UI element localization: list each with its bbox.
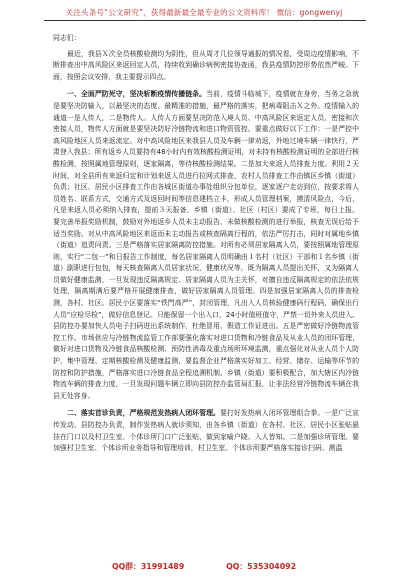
section-two-body: 要打好发热病人闭环管理组合拳。一是广泛宣传发动。县防控办负责，制作发热病人就诊须知，由各乡镇（街道）在各村、社区、居民小区张贴悬挂在门口以及村卫生室、个体诊所门口广泛张贴，做到家喻户晓、入人皆知。二是加强诊所管理。要加强村卫生室、个体诊所业务指导和管理培训，村卫生室、个体诊所要严格落实接诊扫码、测温 [53,409,359,453]
section-one-heading: 一、全面严防死守，坚决斩断疫情传播链条。 [67,90,207,99]
section-one-body: 当前，疫情斗临城下，疫情就在身旁，当务之急就是要坚决防输入，以最坚决的态度、最精准的措施，最严格的落实，把病毒阻击Ｘ之外。疫情输入的通道一是人传人，二是物传人。人传人方面要坚决防范入境人员、中高风险区来返定人员、密接和次密接人员，物传人方面就是要坚决防好冷链物流和进口物资管控。要重点做好以下工作：一是严控中高风险地区人员来返流定。对中高风险地区来我县人员及车辆一律劝返，外地过境车辆一律快行，严肃登入我县；所有返乡人员要持有48小时内有效核酸检测证明，对未持有核酸检测证明的全部进行核酸检测，按照属地管理原则，逐家隔离，等待核酸检测结果。二是加大来返人员排查力度。利用２天时间，对全县所有来返归定和计划来返人员进行拉网式排查，农村人员排查工作由镇区乡镇（街道）负责；社区、居民小区排查工作由各城区街道办事处组织分包单位，逐家逐户走访到位，按要求将人员姓名、联系方式，交通方式及返回时间等信息建档立卡，形成人员管理档案，摸清风险点，今后，凡是来返人员必须纳入排查，提前３天报备，乡镇（街道）、社区（村区）要成了专班，每日上报。要完善举报奖励机制，鼓励对外地返乡人员未主动报告、未做核酸检测的进行举报，核查无误后给予适当奖励。对从中高风险地区来返而未主动报告或核查隔离行程的，依法严厉打击，同时对属地乡镇（街道）追责问责。三是严格落实居家隔离防控措施。对所有必须居家隔离人员，要按照属地管理原则，实行“二包一”和日报告工作制度，每名居家隔离人员明确由１名村（社区）干部和１名乡镇（街道）副职进行包包，每天核查隔离人员居家状况，健康状况等，既为隔离人员提出关怀，又为隔离人员做好健康监测，一旦发现违反隔离规定、居家隔离人员为主关怀，对擅自违反隔离规定的依法依规处理，隔离期满后要严格开展健康排查，做好居家隔离人员管理。四是加强居家隔离人员的排查检测，各村、社区、居民小区要落实“铁門高严”，封闭管理，凡出入人员核验健康码行程码，确保出行人员“应检尽检”，做好信息登记。只能保留一个出入口，24小时值班值守，严禁一切外来人员进入。县防控办要加快人员电子扫码进出系统制作，杜绝冒用、假造工作证进出。五是严密做好冷链物流管控工作。市场供应与冷链物流监管工作部要强化落实对进口货物和冷链食品及从业人员的闭环管理，做好对进口货物及冷链食品核酸检测、预防性消毒及重点场所环境监测，重点强化对从业人员个人防护、集中管理、定期核酸检测及健康监测，要监督企业严格落实好加工、经营、储存、运输等环节的防控和防护措施，严格落实进口冷链食品全程追溯机制。乡镇（街道）要积极配合，加大辖区内冷链物流车辆的排查力度，一旦发现问题车辆立即向县防控办监管局汇报，让非法经营冷链物流车辆在我县无处容身。 [53,90,359,400]
intro-paragraph [53,49,359,84]
header-divider [44,20,366,21]
section-two-paragraph [53,408,359,454]
paragraph-body: 最近，我县Ｘ次全员核酸检测均为阴性，但从周才几位领导通报的情况看，受周边疫情影响，不断排查出中高风险区来返回定人员，持续收到确诊病例密接协查函，我县疫情防控形势依然严峻。下面，按照会议安排，我主要提示四点。 [53,49,359,81]
section-one-paragraph [53,89,359,402]
footer-qq: QQ：535304092 [226,562,296,571]
page-header-banner: 关注头条号“公文研究”，获得最新最全最专业的公文资料库！ 微信：gongwenyj [65,8,343,17]
document-body [53,33,359,455]
greeting: 同志们： [53,34,81,42]
page-footer [0,561,408,572]
footer-qq-group: QQ群：31991489 [112,562,185,571]
section-two-heading: 二、落实首诊负责，严格规范发热病人闭环管理。 [67,409,220,418]
